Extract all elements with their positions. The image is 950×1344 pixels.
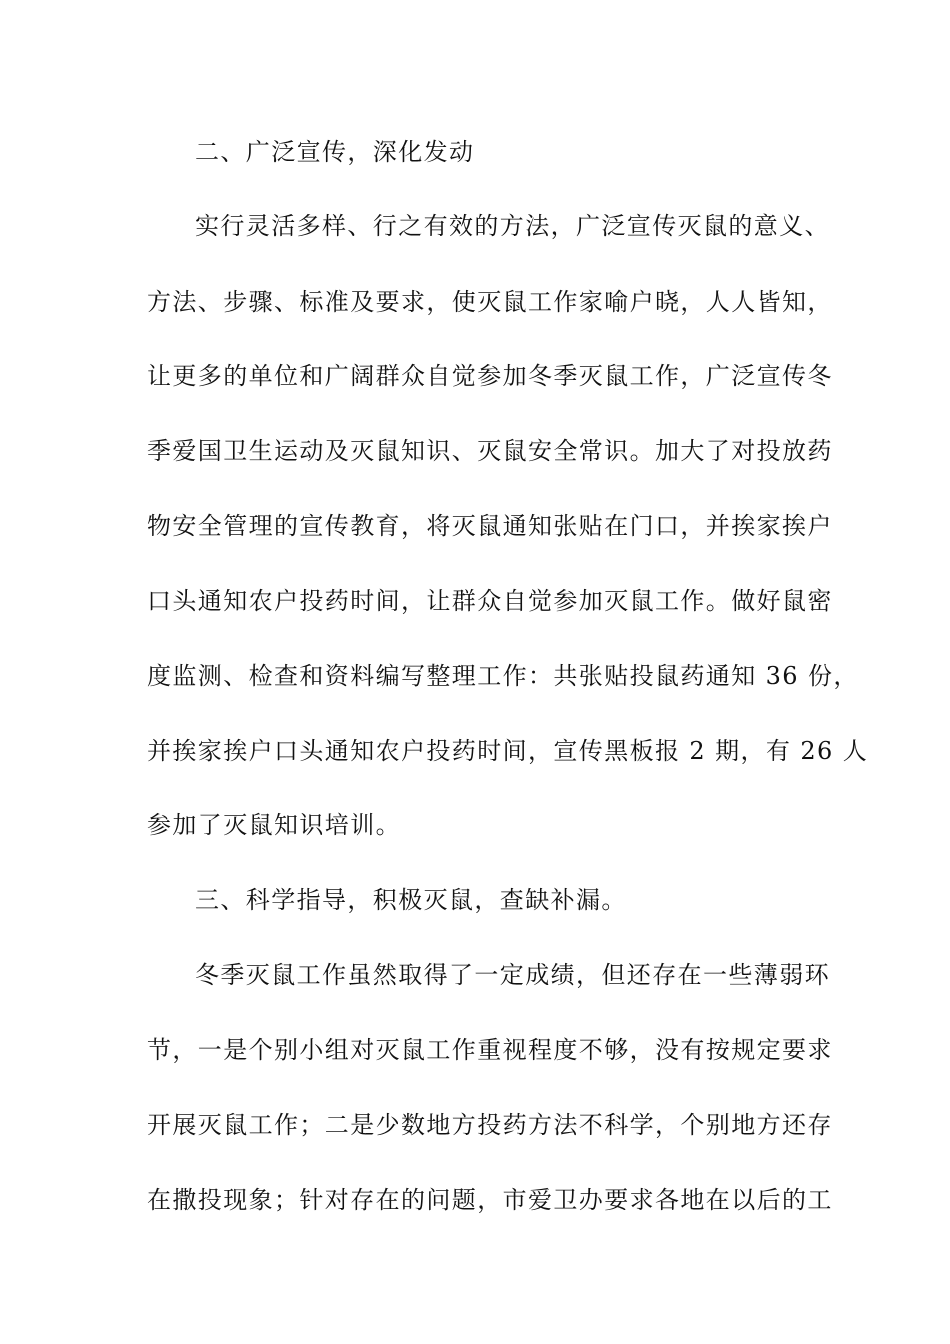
paragraph-line: 季爱国卫生运动及灭鼠知识、灭鼠安全常识。加大了对投放药 <box>147 437 833 465</box>
paragraph-line: 实行灵活多样、行之有效的方法，广泛宣传灭鼠的意义、 <box>195 212 830 240</box>
section-heading-2: 二、广泛宣传，深化发动 <box>195 138 475 166</box>
paragraph-line: 物安全管理的宣传教育，将灭鼠通知张贴在门口，并挨家挨户 <box>147 512 833 540</box>
paragraph-line: 开展灭鼠工作；二是少数地方投药方法不科学，个别地方还存 <box>147 1111 833 1139</box>
paragraph-line: 度监测、检查和资料编写整理工作：共张贴投鼠药通知 36 份， <box>147 662 859 690</box>
paragraph-line: 节，一是个别小组对灭鼠工作重视程度不够，没有按规定要求 <box>147 1036 833 1064</box>
paragraph-line: 冬季灭鼠工作虽然取得了一定成绩，但还存在一些薄弱环 <box>195 961 830 989</box>
paragraph-line: 在撒投现象；针对存在的问题，市爱卫办要求各地在以后的工 <box>147 1186 833 1214</box>
paragraph-line: 方法、步骤、标准及要求，使灭鼠工作家喻户晓，人人皆知， <box>147 288 833 316</box>
paragraph-line: 口头通知农户投药时间，让群众自觉参加灭鼠工作。做好鼠密 <box>147 587 833 615</box>
paragraph-line: 参加了灭鼠知识培训。 <box>147 811 401 839</box>
paragraph-line: 让更多的单位和广阔群众自觉参加冬季灭鼠工作，广泛宣传冬 <box>147 362 833 390</box>
section-heading-3: 三、科学指导，积极灭鼠，查缺补漏。 <box>195 886 627 914</box>
paragraph-line: 并挨家挨户口头通知农户投药时间，宣传黑板报 2 期，有 26 人 <box>147 737 869 765</box>
